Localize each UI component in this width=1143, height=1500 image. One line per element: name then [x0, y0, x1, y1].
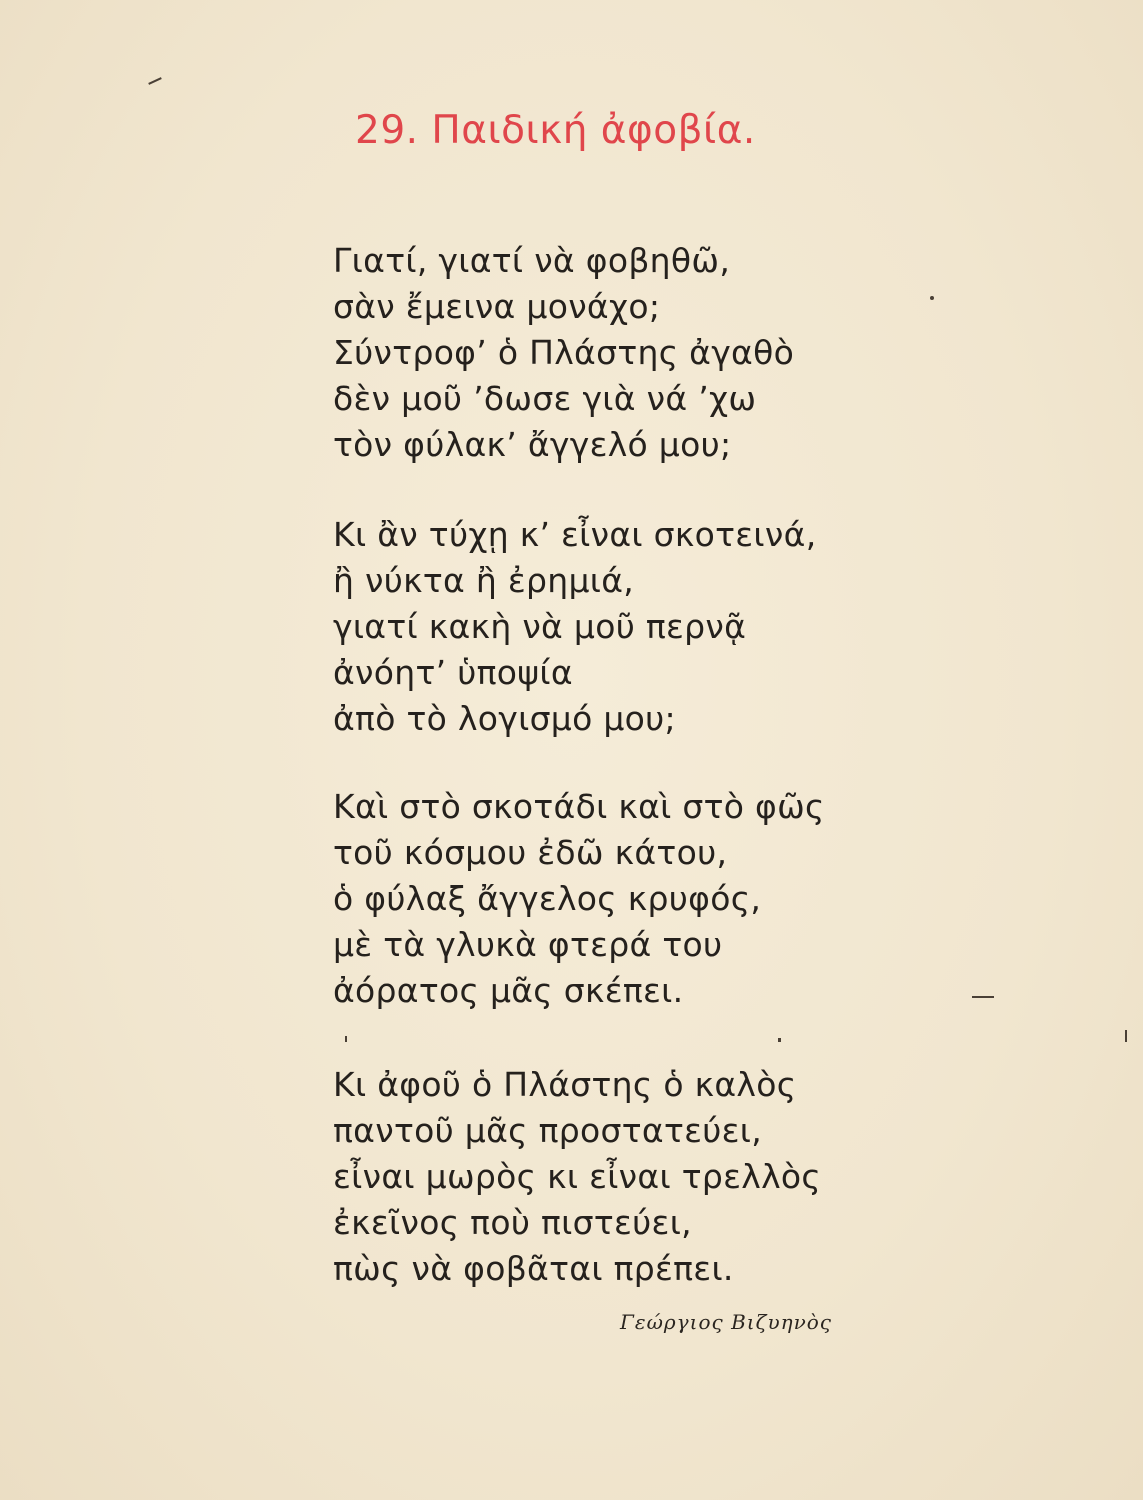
poem-line: μὲ τὰ γλυκὰ φτερά του [333, 925, 723, 964]
paper-speck [1125, 1030, 1127, 1042]
paper-speck [930, 296, 934, 300]
poem-author: Γεώργιος Βιζυηνὸς [620, 1310, 832, 1334]
poem-line: ὁ φύλαξ ἄγγελος κρυφός, [333, 879, 762, 918]
poem-line: γιατί κακὴ νὰ μοῦ περνᾷ [333, 607, 747, 646]
poem-line: Κι ἂν τύχῃ κ’ εἶναι σκοτεινά, [333, 515, 817, 554]
paper-speck [778, 1038, 781, 1042]
paper-speck [972, 996, 994, 998]
stanza-4 [333, 1062, 821, 1292]
poem-line: Κι ἀφοῦ ὁ Πλάστης ὁ καλὸς [333, 1065, 797, 1104]
poem-line: ἢ νύκτα ἢ ἐρημιά, [333, 561, 635, 600]
stanza-3 [333, 784, 825, 1014]
stanza-2 [333, 512, 816, 742]
poem-line: ἀπὸ τὸ λογισμό μου; [333, 699, 676, 738]
poem-line: ἐκεῖνος ποὺ πιστεύει, [333, 1203, 692, 1242]
poem-line: εἶναι μωρὸς κι εἶναι τρελλὸς [333, 1157, 822, 1196]
poem-line: τοῦ κόσμου ἐδῶ κάτου, [333, 833, 728, 872]
poem-line: Καὶ στὸ σκοτάδι καὶ στὸ φῶς [333, 787, 825, 826]
poem-line: Σύντροφ’ ὁ Πλάστης ἀγαθὸ [333, 333, 795, 372]
poem-line: τὸν φύλακ’ ἄγγελό μου; [333, 425, 732, 464]
poem-line: ἀνόητ’ ὑποψία [333, 653, 573, 692]
poem-line: Γιατί, γιατί νὰ φοβηθῶ, [333, 241, 731, 280]
poem-title: 29. Παιδική ἀφοβία. [355, 108, 756, 153]
paper-speck [148, 77, 162, 85]
stanza-1 [333, 238, 794, 468]
paper-speck [345, 1036, 347, 1042]
poem-line: ἀόρατος μᾶς σκέπει. [333, 971, 684, 1010]
poem-line: παντοῦ μᾶς προστατεύει, [333, 1111, 763, 1150]
poem-line: σὰν ἔμεινα μονάχο; [333, 287, 661, 326]
poem-line: δὲν μοῦ ’δωσε γιὰ νά ’χω [333, 379, 757, 418]
poem-line: πὼς νὰ φοβᾶται πρέπει. [333, 1249, 734, 1288]
